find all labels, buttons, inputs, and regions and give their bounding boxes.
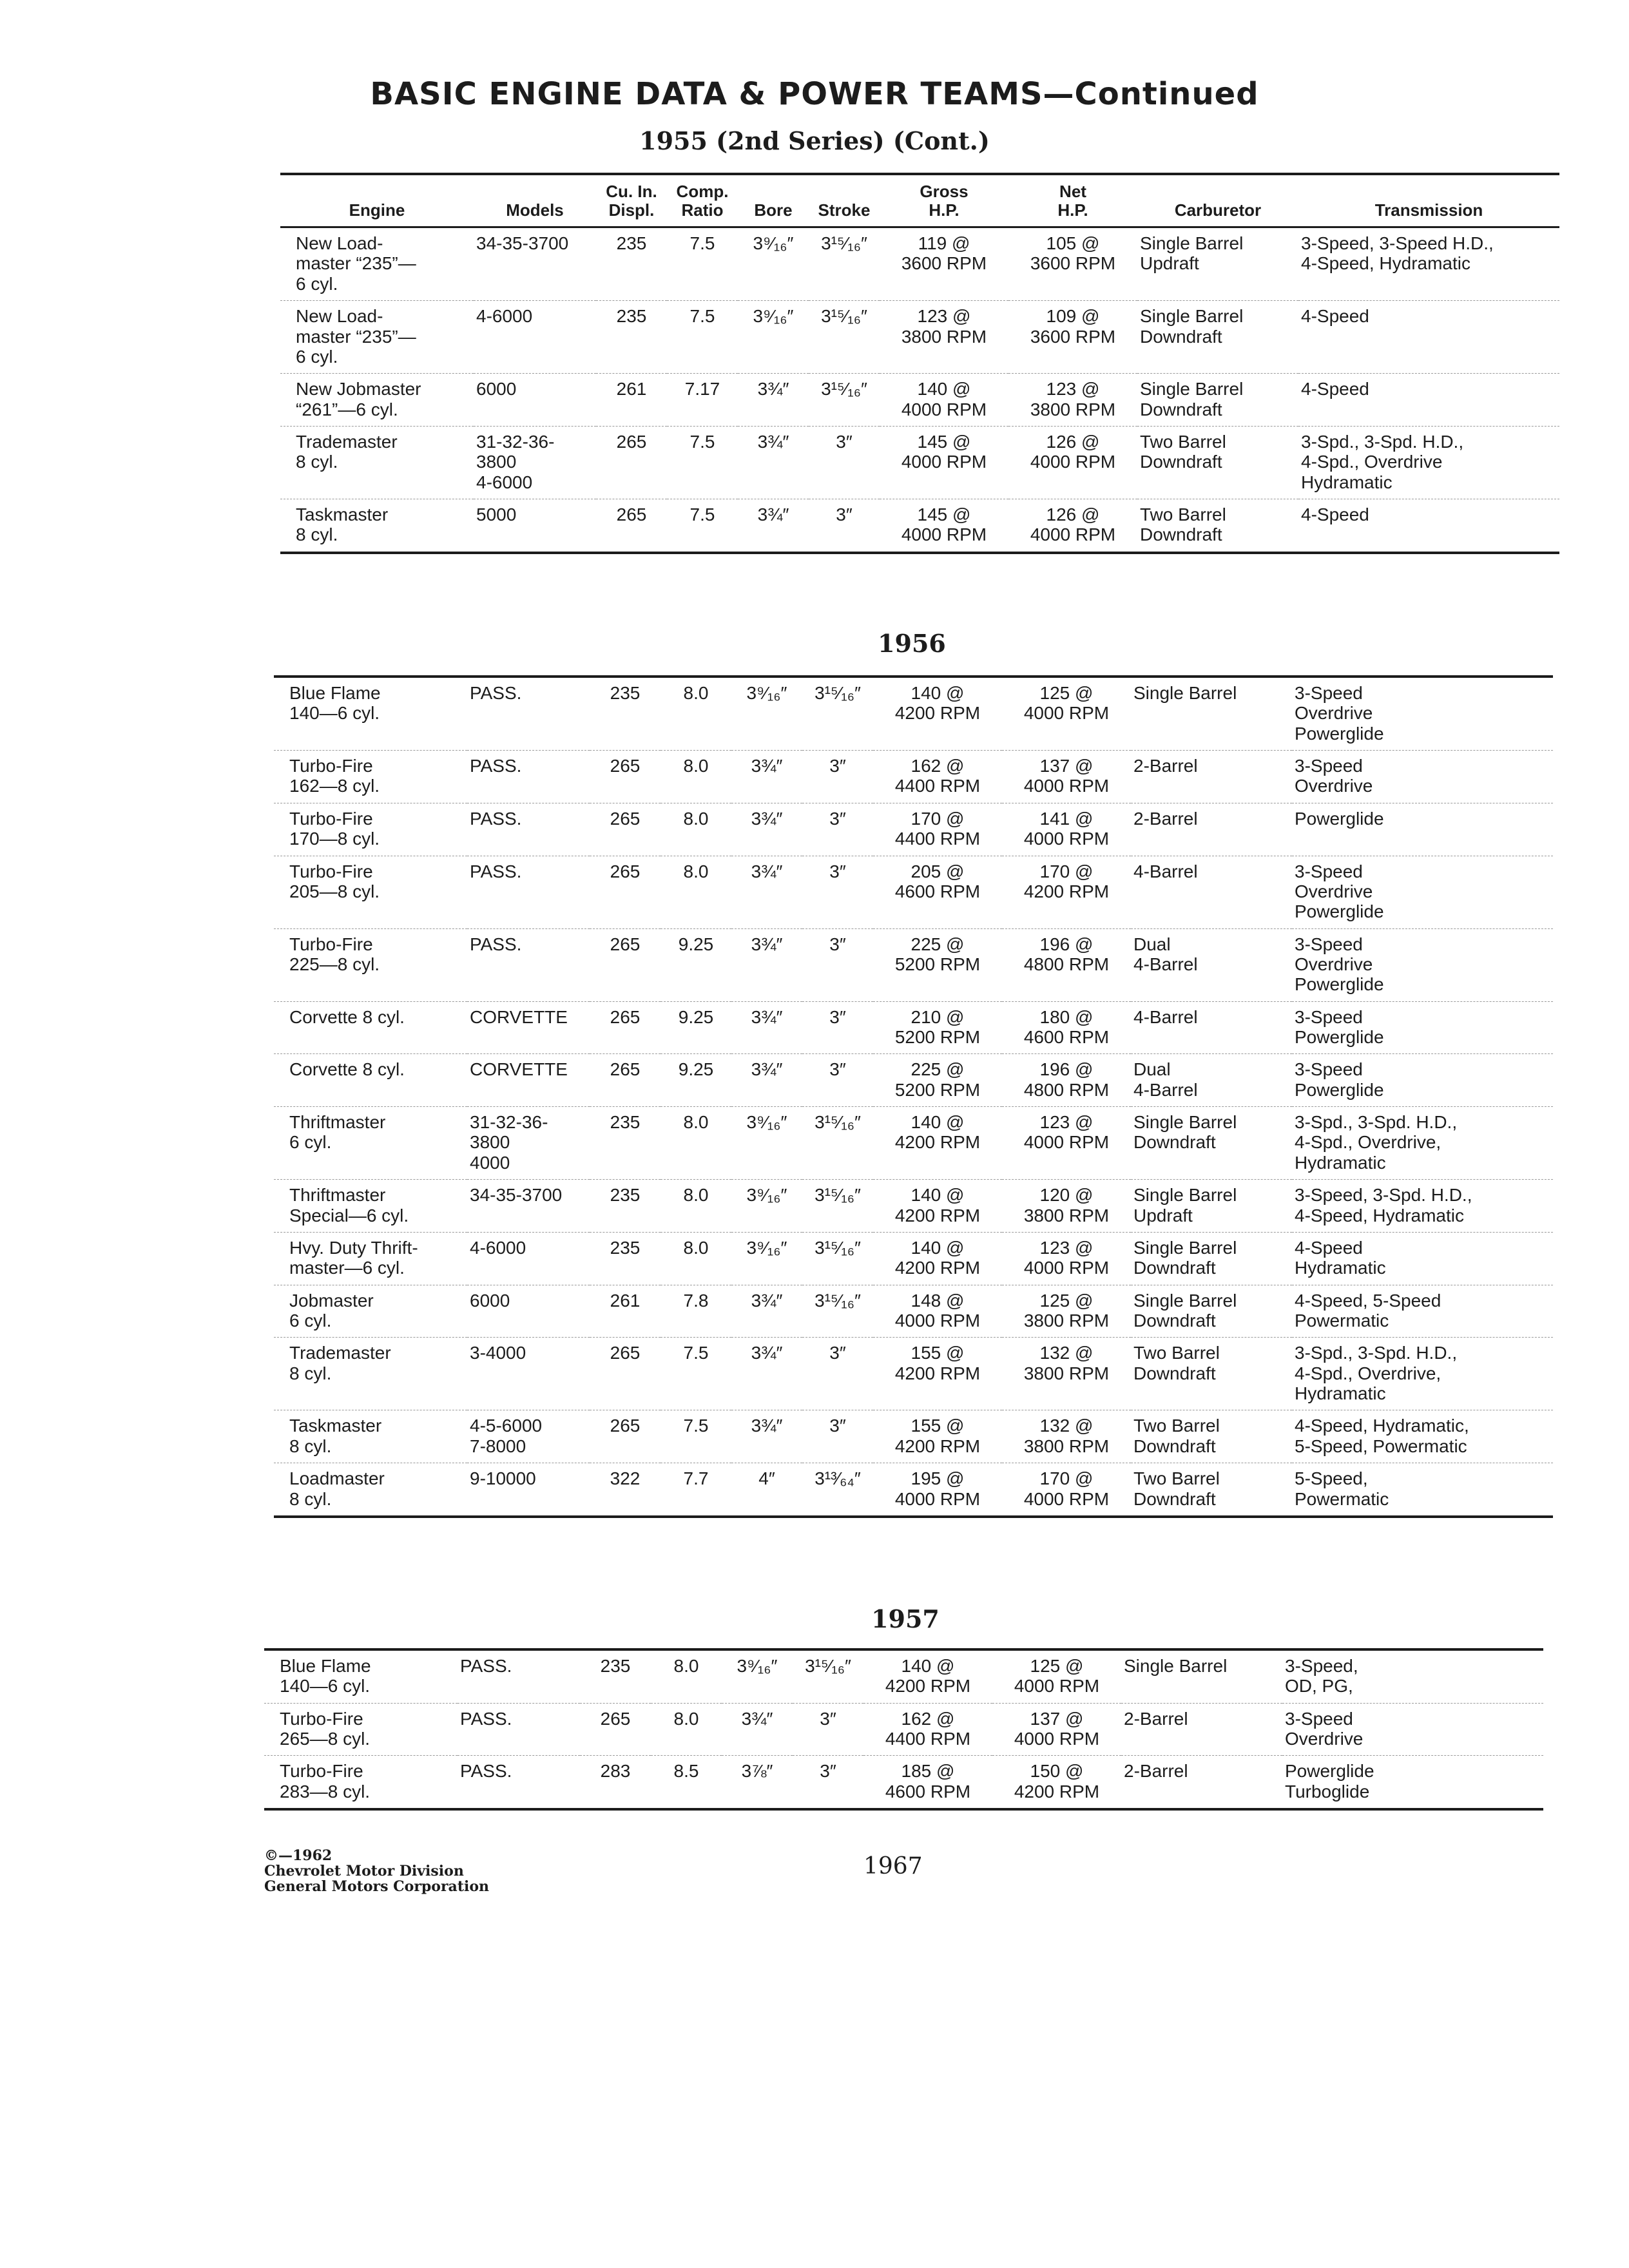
cell-displ: 235	[590, 1107, 660, 1180]
cell-ratio: 7.5	[667, 426, 738, 499]
cell-carburetor: 4-Barrel	[1131, 1001, 1292, 1054]
cell-stroke: 3″	[802, 751, 873, 803]
cell-carburetor: Single Barrel Downdraft	[1131, 1107, 1292, 1180]
cell-carburetor: Single Barrel Updraft	[1140, 233, 1244, 274]
cell-stroke: 3¹⁵⁄₁₆″	[809, 374, 880, 427]
table-row	[280, 227, 1559, 301]
division: Chevrolet Motor Division	[264, 1863, 464, 1880]
page-title: BASIC ENGINE DATA & POWER TEAMS—Continued	[370, 76, 1259, 112]
cell-displ: 283	[580, 1756, 651, 1809]
cell-models: 34-35-3700	[467, 1180, 590, 1233]
cell-engine: Loadmaster 8 cyl.	[274, 1463, 467, 1517]
table-row	[274, 1107, 1553, 1180]
cell-carburetor: 2-Barrel	[1121, 1703, 1282, 1756]
cell-gross-hp: 140 @ 4200 RPM	[885, 1656, 971, 1696]
col-carb: Carburetor	[1174, 200, 1262, 220]
cell-engine: Thriftmaster 6 cyl.	[274, 1107, 467, 1180]
cell-gross-hp: 155 @ 4200 RPM	[873, 1410, 1002, 1463]
cell-bore: 3¾″	[722, 1703, 793, 1756]
col-models: Models	[506, 200, 564, 220]
table-row	[274, 1338, 1553, 1410]
cell-displ: 261	[596, 374, 667, 427]
cell-carburetor: Single Barrel Updraft	[1131, 1180, 1292, 1233]
cell-gross-hp: 140 @ 4200 RPM	[873, 1107, 1002, 1180]
cell-displ: 235	[590, 1232, 660, 1285]
cell-transmission: 4-Speed	[1298, 374, 1559, 427]
cell-transmission: 3-Spd., 3-Spd. H.D., 4-Spd., Overdrive, Hydramatic	[1292, 1338, 1553, 1410]
cell-net-hp: 132 @ 3800 RPM	[1002, 1410, 1131, 1463]
cell-transmission: 3-Spd., 3-Spd. H.D., 4-Spd., Overdrive Hydramatic	[1298, 426, 1559, 499]
cell-net-hp: 120 @ 3800 RPM	[1002, 1180, 1131, 1233]
cell-stroke: 3¹⁵⁄₁₆″	[802, 1107, 873, 1180]
cell-ratio: 8.0	[651, 1703, 722, 1756]
table-row	[274, 1285, 1553, 1338]
table-row	[274, 1180, 1553, 1233]
cell-net-hp: 109 @ 3600 RPM	[1008, 301, 1137, 374]
table-row	[280, 499, 1559, 553]
cell-gross-hp: 119 @ 3600 RPM	[901, 233, 987, 274]
cell-transmission: 4-Speed	[1298, 499, 1559, 553]
table-row	[274, 1001, 1553, 1054]
cell-net-hp: 132 @ 3800 RPM	[1002, 1338, 1131, 1410]
cell-bore: 3¾″	[731, 1338, 802, 1410]
cell-models: CORVETTE	[467, 1054, 590, 1107]
cell-models: 6000	[474, 374, 596, 427]
engine-table-1957	[264, 1648, 1543, 1811]
cell-net-hp: 141 @ 4000 RPM	[1002, 803, 1131, 856]
cell-engine: Corvette 8 cyl.	[274, 1001, 467, 1054]
engine-table-1955	[280, 173, 1559, 554]
cell-ratio: 7.5	[660, 1338, 731, 1410]
cell-net-hp: 170 @ 4200 RPM	[1002, 856, 1131, 928]
cell-engine: Taskmaster 8 cyl.	[274, 1410, 467, 1463]
cell-net-hp: 180 @ 4600 RPM	[1002, 1001, 1131, 1054]
cell-net-hp: 123 @ 4000 RPM	[1002, 1232, 1131, 1285]
cell-transmission: 4-Speed, Hydramatic, 5-Speed, Powermatic	[1292, 1410, 1553, 1463]
cell-displ: 265	[580, 1703, 651, 1756]
cell-engine: Turbo-Fire 283—8 cyl.	[264, 1756, 458, 1809]
table-row	[264, 1649, 1543, 1703]
cell-bore: 3⁹⁄₁₆″	[738, 301, 809, 374]
cell-stroke: 3″	[802, 1410, 873, 1463]
cell-models: 31-32-36-3800 4-6000	[474, 426, 596, 499]
cell-ratio: 8.0	[673, 1656, 699, 1676]
cell-bore: 3¾″	[738, 499, 809, 553]
cell-bore: 3¾″	[731, 1285, 802, 1338]
cell-displ: 235	[600, 1656, 631, 1676]
table-row	[274, 928, 1553, 1001]
cell-bore: 3¾″	[731, 1410, 802, 1463]
cell-models: PASS.	[460, 1656, 512, 1676]
cell-bore: 3⅞″	[722, 1756, 793, 1809]
cell-transmission: 5-Speed, Powermatic	[1292, 1463, 1553, 1517]
cell-bore: 3⁹⁄₁₆″	[731, 1107, 802, 1180]
cell-gross-hp: 155 @ 4200 RPM	[873, 1338, 1002, 1410]
cell-models: 31-32-36-3800 4000	[467, 1107, 590, 1180]
cell-engine: Thriftmaster Special—6 cyl.	[274, 1180, 467, 1233]
table-row	[274, 1463, 1553, 1517]
cell-ratio: 8.0	[660, 803, 731, 856]
cell-gross-hp: 145 @ 4000 RPM	[880, 426, 1008, 499]
cell-models: PASS.	[467, 803, 590, 856]
cell-transmission: 3-Speed Powerglide	[1292, 1001, 1553, 1054]
cell-net-hp: 125 @ 3800 RPM	[1002, 1285, 1131, 1338]
cell-displ: 265	[590, 1338, 660, 1410]
cell-transmission: 3-Speed, 3-Spd. H.D., 4-Speed, Hydramatic	[1292, 1180, 1553, 1233]
cell-ratio: 7.5	[689, 233, 715, 254]
cell-gross-hp: 162 @ 4400 RPM	[863, 1703, 992, 1756]
cell-net-hp: 123 @ 4000 RPM	[1002, 1107, 1131, 1180]
cell-gross-hp: 140 @ 4200 RPM	[873, 1180, 1002, 1233]
year-heading-1956: 1956	[878, 629, 946, 658]
col-gross: Gross H.P.	[920, 181, 969, 220]
cell-net-hp: 137 @ 4000 RPM	[1002, 751, 1131, 803]
cell-stroke: 3″	[802, 1054, 873, 1107]
corporation: General Motors Corporation	[264, 1878, 490, 1896]
cell-bore: 3¾″	[731, 928, 802, 1001]
cell-models: PASS.	[470, 683, 522, 703]
cell-transmission: 3-Speed Overdrive	[1282, 1703, 1543, 1756]
cell-stroke: 3″	[793, 1703, 863, 1756]
section-1956-table	[274, 675, 1553, 1518]
cell-transmission: 4-Speed Hydramatic	[1292, 1232, 1553, 1285]
cell-net-hp: 137 @ 4000 RPM	[992, 1703, 1121, 1756]
cell-engine: Turbo-Fire 205—8 cyl.	[274, 856, 467, 928]
cell-displ: 265	[590, 1410, 660, 1463]
cell-bore: 3¾″	[731, 751, 802, 803]
cell-displ: 265	[590, 1001, 660, 1054]
cell-gross-hp: 225 @ 5200 RPM	[873, 928, 1002, 1001]
cell-displ: 265	[590, 856, 660, 928]
cell-bore: 3⁹⁄₁₆″	[731, 1232, 802, 1285]
cell-carburetor: Single Barrel Downdraft	[1131, 1232, 1292, 1285]
cell-net-hp: 125 @ 4000 RPM	[1023, 683, 1110, 724]
cell-displ: 265	[590, 803, 660, 856]
col-displ: Cu. In. Displ.	[606, 181, 657, 220]
cell-bore: 3⁹⁄₁₆″	[737, 1656, 778, 1676]
cell-models: 34-35-3700	[476, 233, 569, 254]
cell-stroke: 3¹⁵⁄₁₆″	[802, 1232, 873, 1285]
cell-engine: Taskmaster 8 cyl.	[280, 499, 474, 553]
cell-bore: 4″	[731, 1463, 802, 1517]
cell-engine: Blue Flame 140—6 cyl.	[280, 1656, 371, 1696]
cell-gross-hp: 140 @ 4200 RPM	[894, 683, 981, 724]
cell-ratio: 9.25	[660, 1054, 731, 1107]
cell-ratio: 7.5	[667, 301, 738, 374]
cell-displ: 265	[596, 426, 667, 499]
cell-engine: New Load- master “235”— 6 cyl.	[280, 301, 474, 374]
cell-ratio: 8.0	[660, 1232, 731, 1285]
table-row	[274, 677, 1553, 751]
cell-ratio: 7.7	[660, 1463, 731, 1517]
cell-carburetor: Single Barrel Downdraft	[1137, 301, 1298, 374]
cell-engine: Corvette 8 cyl.	[274, 1054, 467, 1107]
cell-stroke: 3″	[802, 856, 873, 928]
cell-displ: 322	[590, 1463, 660, 1517]
cell-stroke: 3¹⁵⁄₁₆″	[802, 1285, 873, 1338]
cell-engine: Jobmaster 6 cyl.	[274, 1285, 467, 1338]
cell-ratio: 7.5	[667, 499, 738, 553]
cell-net-hp: 123 @ 3800 RPM	[1008, 374, 1137, 427]
cell-carburetor: Single Barrel	[1124, 1656, 1228, 1676]
cell-models: 4-5-6000 7-8000	[467, 1410, 590, 1463]
cell-carburetor: Two Barrel Downdraft	[1137, 426, 1298, 499]
cell-displ: 265	[590, 928, 660, 1001]
table-row	[274, 803, 1553, 856]
cell-ratio: 7.5	[660, 1410, 731, 1463]
cell-transmission: 3-Speed Overdrive	[1292, 751, 1553, 803]
cell-carburetor: 2-Barrel	[1121, 1756, 1282, 1809]
cell-bore: 3¾″	[738, 374, 809, 427]
cell-displ: 265	[590, 751, 660, 803]
cell-stroke: 3″	[802, 1001, 873, 1054]
cell-gross-hp: 162 @ 4400 RPM	[873, 751, 1002, 803]
table-row	[264, 1703, 1543, 1756]
cell-bore: 3¾″	[731, 1054, 802, 1107]
cell-carburetor: Two Barrel Downdraft	[1137, 499, 1298, 553]
cell-transmission: 3-Speed, 3-Speed H.D., 4-Speed, Hydramatic	[1301, 233, 1494, 274]
cell-transmission: 3-Spd., 3-Spd. H.D., 4-Spd., Overdrive, Hydramatic	[1292, 1107, 1553, 1180]
cell-carburetor: Two Barrel Downdraft	[1131, 1463, 1292, 1517]
cell-gross-hp: 185 @ 4600 RPM	[863, 1756, 992, 1809]
cell-stroke: 3″	[802, 928, 873, 1001]
cell-gross-hp: 123 @ 3800 RPM	[880, 301, 1008, 374]
cell-carburetor: Two Barrel Downdraft	[1131, 1338, 1292, 1410]
cell-transmission: 3-Speed Overdrive Powerglide	[1292, 856, 1553, 928]
cell-gross-hp: 145 @ 4000 RPM	[880, 499, 1008, 553]
cell-gross-hp: 195 @ 4000 RPM	[873, 1463, 1002, 1517]
cell-stroke: 3¹⁵⁄₁₆″	[802, 1180, 873, 1233]
cell-engine: Trademaster 8 cyl.	[280, 426, 474, 499]
cell-stroke: 3″	[802, 803, 873, 856]
cell-stroke: 3¹⁵⁄₁₆″	[821, 233, 867, 254]
cell-net-hp: 126 @ 4000 RPM	[1008, 426, 1137, 499]
cell-stroke: 3¹⁵⁄₁₆″	[815, 683, 861, 703]
table-row	[274, 751, 1553, 803]
cell-transmission: 3-Speed, OD, PG,	[1285, 1656, 1358, 1696]
cell-ratio: 7.8	[660, 1285, 731, 1338]
section-1957-table	[264, 1648, 1543, 1811]
col-engine: Engine	[349, 200, 405, 220]
cell-transmission: 4-Speed, 5-Speed Powermatic	[1292, 1285, 1553, 1338]
cell-stroke: 3¹⁵⁄₁₆″	[809, 301, 880, 374]
cell-models: 9-10000	[467, 1463, 590, 1517]
cell-gross-hp: 225 @ 5200 RPM	[873, 1054, 1002, 1107]
cell-net-hp: 125 @ 4000 RPM	[1014, 1656, 1100, 1696]
cell-net-hp: 170 @ 4000 RPM	[1002, 1463, 1131, 1517]
cell-carburetor: Single Barrel Downdraft	[1131, 1285, 1292, 1338]
cell-transmission: Powerglide	[1292, 803, 1553, 856]
cell-displ: 235	[610, 683, 641, 703]
cell-models: PASS.	[467, 928, 590, 1001]
cell-transmission: Powerglide Turboglide	[1282, 1756, 1543, 1809]
cell-gross-hp: 170 @ 4400 RPM	[873, 803, 1002, 856]
cell-models: PASS.	[458, 1756, 580, 1809]
cell-engine: Blue Flame 140—6 cyl.	[289, 683, 381, 724]
cell-ratio: 9.25	[660, 1001, 731, 1054]
cell-ratio: 8.0	[660, 1180, 731, 1233]
cell-net-hp: 150 @ 4200 RPM	[992, 1756, 1121, 1809]
cell-transmission: 3-Speed Powerglide	[1292, 1054, 1553, 1107]
section-1955-table	[280, 173, 1559, 554]
footer-credits	[264, 1848, 489, 1895]
table-header-row	[280, 174, 1559, 227]
table-row	[274, 856, 1553, 928]
year-heading-1957: 1957	[871, 1604, 940, 1633]
col-bore: Bore	[754, 200, 793, 220]
col-ratio: Comp. Ratio	[676, 181, 729, 220]
cell-gross-hp: 140 @ 4200 RPM	[873, 1232, 1002, 1285]
cell-displ: 235	[596, 301, 667, 374]
cell-models: 4-6000	[474, 301, 596, 374]
cell-models: 4-6000	[467, 1232, 590, 1285]
cell-displ: 261	[590, 1285, 660, 1338]
cell-displ: 235	[590, 1180, 660, 1233]
cell-bore: 3⁹⁄₁₆″	[746, 683, 787, 703]
cell-carburetor: 2-Barrel	[1131, 803, 1292, 856]
cell-bore: 3¾″	[731, 803, 802, 856]
table-row	[264, 1756, 1543, 1809]
cell-ratio: 8.0	[660, 1107, 731, 1180]
cell-engine: Hvy. Duty Thrift- master—6 cyl.	[274, 1232, 467, 1285]
cell-bore: 3¾″	[738, 426, 809, 499]
cell-ratio: 7.17	[667, 374, 738, 427]
cell-engine: New Load- master “235”— 6 cyl.	[296, 233, 416, 294]
cell-stroke: 3″	[809, 499, 880, 553]
table-row	[280, 301, 1559, 374]
cell-carburetor: 2-Barrel	[1131, 751, 1292, 803]
cell-carburetor: Two Barrel Downdraft	[1131, 1410, 1292, 1463]
cell-transmission: 3-Speed Overdrive Powerglide	[1295, 683, 1384, 744]
page-subtitle: 1955 (2nd Series) (Cont.)	[639, 126, 990, 155]
cell-stroke: 3″	[809, 426, 880, 499]
cell-net-hp: 105 @ 3600 RPM	[1030, 233, 1116, 274]
cell-engine: New Jobmaster “261”—6 cyl.	[280, 374, 474, 427]
table-row	[280, 426, 1559, 499]
cell-bore: 3⁹⁄₁₆″	[753, 233, 794, 254]
cell-engine: Turbo-Fire 225—8 cyl.	[274, 928, 467, 1001]
cell-models: 3-4000	[467, 1338, 590, 1410]
cell-gross-hp: 140 @ 4000 RPM	[880, 374, 1008, 427]
cell-engine: Turbo-Fire 265—8 cyl.	[264, 1703, 458, 1756]
col-stroke: Stroke	[818, 200, 871, 220]
cell-carburetor: Dual 4-Barrel	[1131, 1054, 1292, 1107]
cell-gross-hp: 148 @ 4000 RPM	[873, 1285, 1002, 1338]
cell-bore: 3¾″	[731, 856, 802, 928]
cell-stroke: 3″	[802, 1338, 873, 1410]
cell-ratio: 9.25	[660, 928, 731, 1001]
cell-models: PASS.	[467, 751, 590, 803]
cell-carburetor: Single Barrel	[1133, 683, 1237, 703]
cell-net-hp: 196 @ 4800 RPM	[1002, 928, 1131, 1001]
cell-displ: 265	[596, 499, 667, 553]
cell-stroke: 3¹³⁄₆₄″	[802, 1463, 873, 1517]
cell-ratio: 8.5	[651, 1756, 722, 1809]
cell-stroke: 3¹⁵⁄₁₆″	[805, 1656, 851, 1676]
cell-gross-hp: 205 @ 4600 RPM	[873, 856, 1002, 928]
cell-models: CORVETTE	[467, 1001, 590, 1054]
cell-bore: 3⁹⁄₁₆″	[731, 1180, 802, 1233]
table-row	[280, 374, 1559, 427]
cell-models: PASS.	[467, 856, 590, 928]
cell-engine: Turbo-Fire 170—8 cyl.	[274, 803, 467, 856]
cell-engine: Turbo-Fire 162—8 cyl.	[274, 751, 467, 803]
copyright: ©—1962	[264, 1847, 333, 1864]
cell-models: 5000	[474, 499, 596, 553]
col-trans: Transmission	[1374, 200, 1483, 220]
table-row	[274, 1054, 1553, 1107]
cell-net-hp: 126 @ 4000 RPM	[1008, 499, 1137, 553]
page-number: 1967	[863, 1853, 923, 1879]
table-row	[274, 1232, 1553, 1285]
cell-gross-hp: 210 @ 5200 RPM	[873, 1001, 1002, 1054]
cell-transmission: 4-Speed	[1298, 301, 1559, 374]
cell-ratio: 8.0	[683, 683, 709, 703]
cell-transmission: 3-Speed Overdrive Powerglide	[1292, 928, 1553, 1001]
cell-engine: Trademaster 8 cyl.	[274, 1338, 467, 1410]
cell-models: PASS.	[458, 1703, 580, 1756]
cell-carburetor: 4-Barrel	[1131, 856, 1292, 928]
table-row	[274, 1410, 1553, 1463]
cell-ratio: 8.0	[660, 856, 731, 928]
cell-net-hp: 196 @ 4800 RPM	[1002, 1054, 1131, 1107]
cell-displ: 265	[590, 1054, 660, 1107]
cell-bore: 3¾″	[731, 1001, 802, 1054]
cell-displ: 235	[616, 233, 647, 254]
cell-models: 6000	[467, 1285, 590, 1338]
cell-carburetor: Single Barrel Downdraft	[1137, 374, 1298, 427]
cell-carburetor: Dual 4-Barrel	[1131, 928, 1292, 1001]
col-net: Net H.P.	[1057, 181, 1088, 220]
cell-stroke: 3″	[793, 1756, 863, 1809]
engine-table-1956	[274, 675, 1553, 1518]
cell-ratio: 8.0	[660, 751, 731, 803]
